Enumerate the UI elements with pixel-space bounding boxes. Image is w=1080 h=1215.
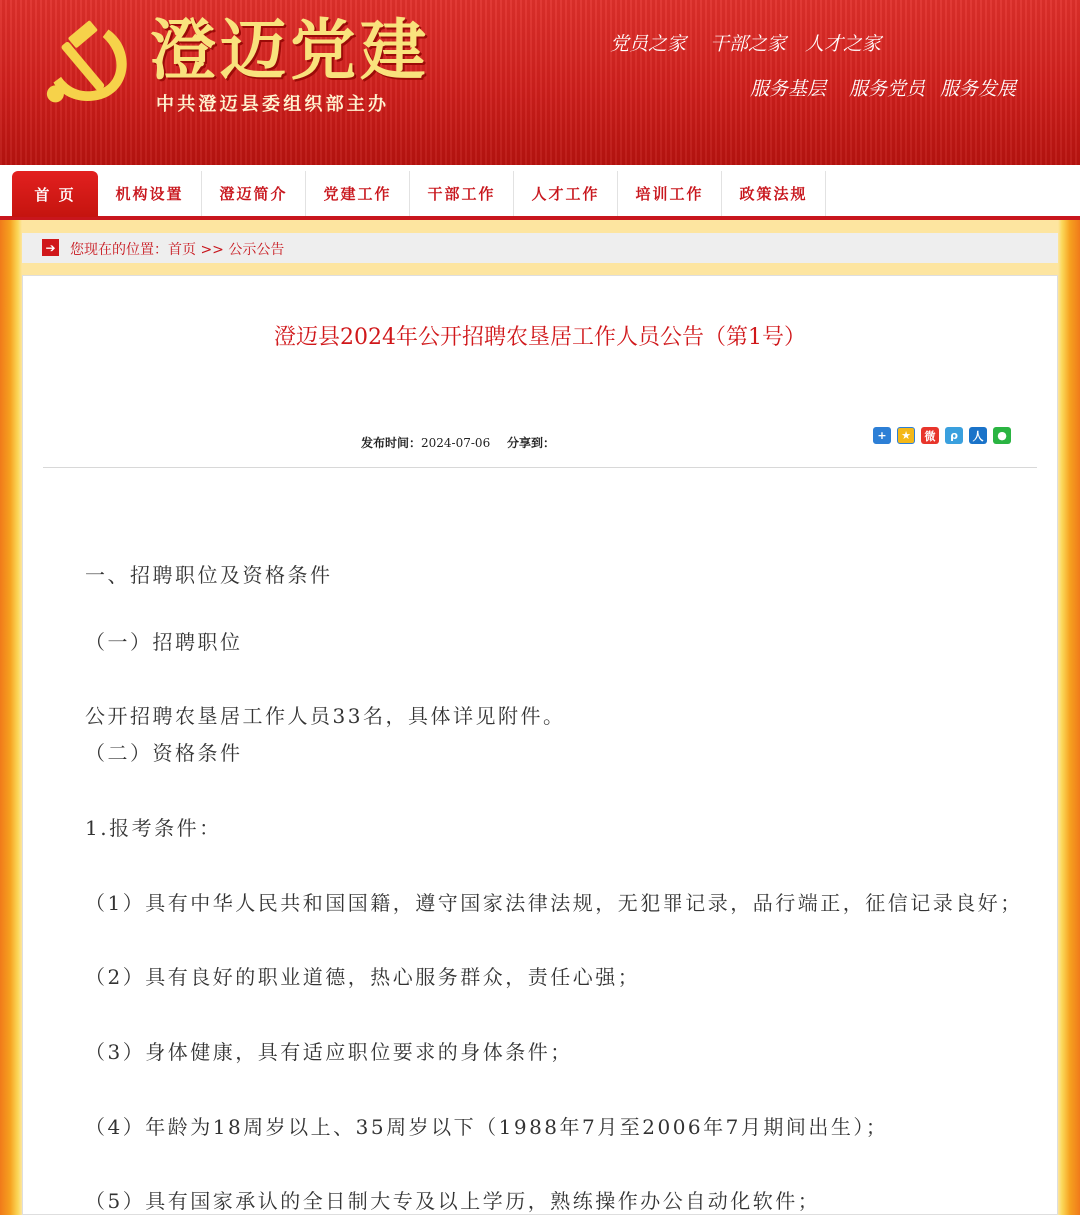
link-party-member-home[interactable]: 党员之家 <box>610 33 687 55</box>
nav-item-talent-work[interactable]: 人才工作 <box>514 171 618 216</box>
publish-label: 发布时间： <box>361 436 422 450</box>
site-header <box>0 0 1080 165</box>
link-serve-grassroots[interactable]: 服务基层 <box>750 78 827 100</box>
article-paragraph: （5）具有国家承认的全日制大专及以上学历，熟练操作办公自动化软件； <box>85 1189 821 1213</box>
link-talent-home[interactable]: 人才之家 <box>805 33 882 55</box>
nav-item-cadre-work[interactable]: 干部工作 <box>410 171 514 216</box>
article-paragraph: （二）资格条件 <box>85 741 243 765</box>
article-paragraph: （3）身体健康，具有适应职位要求的身体条件； <box>85 1040 573 1064</box>
party-emblem-icon <box>42 20 137 110</box>
weibo-icon[interactable]: 微 <box>921 427 939 444</box>
link-cadre-home[interactable]: 干部之家 <box>710 33 787 55</box>
article-title: 澄迈县2024年公开招聘农垦居工作人员公告（第1号） <box>274 325 806 350</box>
arrow-right-icon: ➔ <box>42 239 59 256</box>
plus-share-icon[interactable]: + <box>873 427 891 444</box>
publish-info <box>361 434 490 451</box>
divider <box>43 467 1037 468</box>
publish-date: 2024-07-06 <box>421 436 491 450</box>
article-paragraph: 公开招聘农垦居工作人员33名，具体详见附件。 <box>85 704 566 728</box>
link-serve-members[interactable]: 服务党员 <box>849 78 926 100</box>
article-paragraph: （2）具有良好的职业道德，热心服务群众，责任心强； <box>85 965 641 989</box>
qzone-icon[interactable]: ★ <box>897 427 915 444</box>
renren-icon[interactable]: 人 <box>969 427 987 444</box>
site-title: 澄迈党建 <box>150 11 430 89</box>
nav-item-organization[interactable]: 机构设置 <box>98 171 202 216</box>
nav-item-training-work[interactable]: 培训工作 <box>618 171 722 216</box>
site-subtitle: 中共澄迈县委组织部主办 <box>156 94 390 115</box>
article-paragraph: （一）招聘职位 <box>85 630 243 654</box>
share-label: 分享到： <box>507 436 556 450</box>
article-paragraph: 一、招聘职位及资格条件 <box>85 563 333 587</box>
nav-item-home[interactable]: 首 页 <box>12 171 98 217</box>
link-serve-development[interactable]: 服务发展 <box>940 78 1017 100</box>
article-panel <box>22 275 1058 1215</box>
breadcrumb <box>22 233 1058 263</box>
nav-item-about[interactable]: 澄迈简介 <box>202 171 306 216</box>
wechat-icon[interactable]: ● <box>993 427 1011 444</box>
article-paragraph: （4）年龄为18周岁以上、35周岁以下（1988年7月至2006年7月期间出生）； <box>85 1115 889 1139</box>
article-paragraph: 1.报考条件： <box>85 816 222 840</box>
main-nav <box>0 165 1080 220</box>
tencent-weibo-icon[interactable]: ρ <box>945 427 963 444</box>
nav-item-party-work[interactable]: 党建工作 <box>306 171 410 216</box>
share-toolbar <box>873 427 1011 444</box>
breadcrumb-text[interactable]: 您现在的位置：首页 >> 公示公告 <box>70 242 285 258</box>
nav-item-policy[interactable]: 政策法规 <box>722 171 826 216</box>
article-paragraph: （1）具有中华人民共和国国籍，遵守国家法律法规，无犯罪记录，品行端正，征信记录良好； <box>85 891 1023 915</box>
